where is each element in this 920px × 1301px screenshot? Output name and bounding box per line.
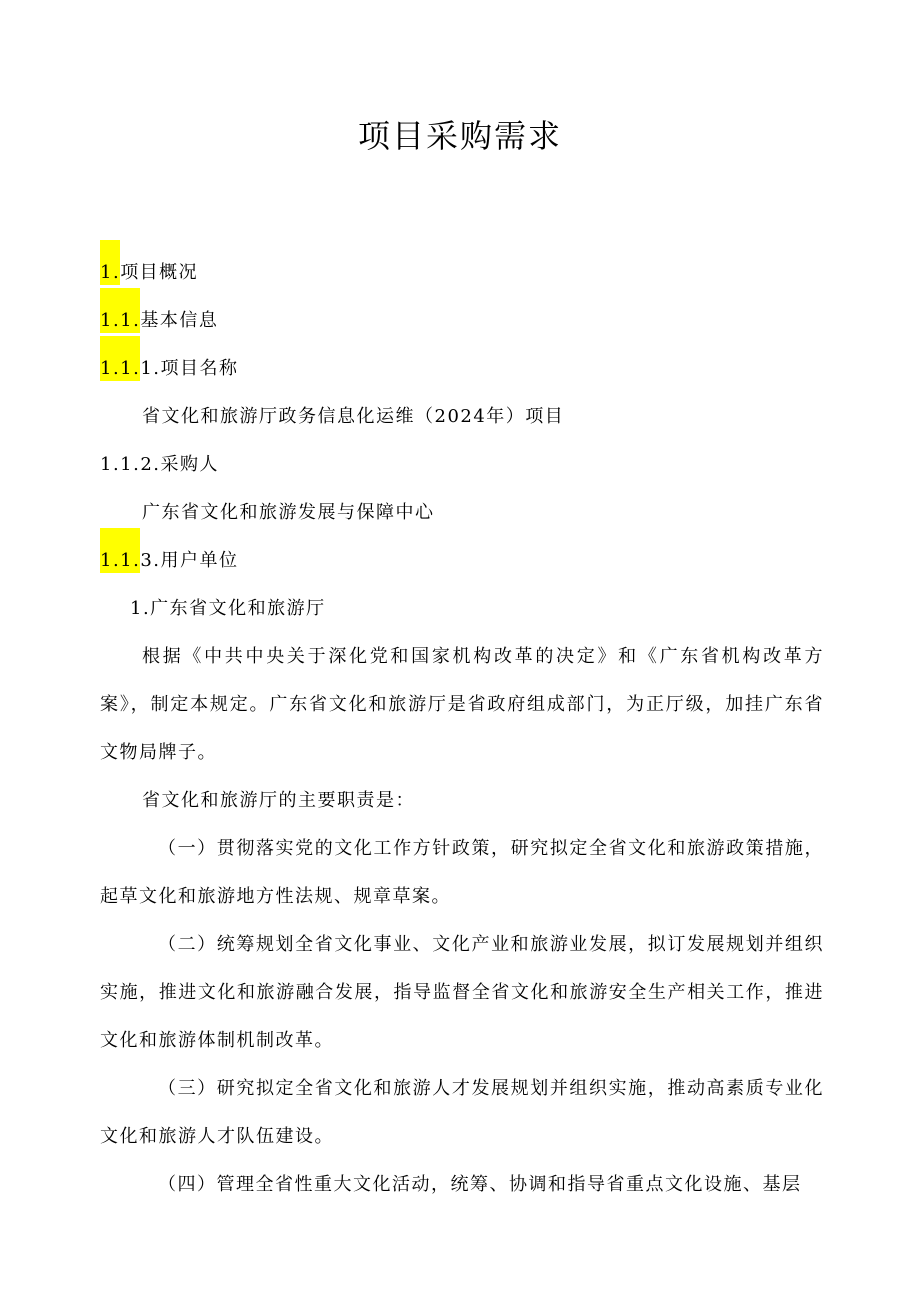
paragraph-duty-3: （三）研究拟定全省文化和旅游人才发展规划并组织实施，推动高素质专业化文化和旅游人才队伍建设。 xyxy=(100,1078,824,1147)
paragraph-intro: 根据《中共中央关于深化党和国家机构改革的决定》和《广东省机构改革方案》，制定本规定。广东省文化和旅游厅是省政府组成部门，为正厅级，加挂广东省文物局牌子。 xyxy=(100,646,824,763)
paragraph-duties-intro: 省文化和旅游厅的主要职责是： xyxy=(142,790,415,811)
document-title: 项目采购需求 xyxy=(357,117,562,155)
heading-1-1-3-number: 1.1. xyxy=(100,528,140,573)
heading-1-1-3-label: 3.用户单位 xyxy=(140,550,239,571)
heading-1-number: 1. xyxy=(100,240,120,285)
paragraph-duty-1: （一）贯彻落实党的文化工作方针政策，研究拟定全省文化和旅游政策措施，起草文化和旅游地方性法规、规章草案。 xyxy=(100,838,824,907)
heading-1-1-number: 1.1. xyxy=(100,288,140,333)
paragraph-duty-2: （二）统筹规划全省文化事业、文化产业和旅游业发展，拟订发展规划并组织实施，推进文化和旅游融合发展，指导监督全省文化和旅游安全生产相关工作，推进文化和旅游体制机制改革。 xyxy=(100,934,824,1051)
project-name-text: 省文化和旅游厅政务信息化运维（2024年）项目 xyxy=(142,406,565,427)
heading-1 xyxy=(100,259,198,287)
user-unit-item: 1.广东省文化和旅游厅 xyxy=(130,598,326,619)
heading-1-label: 项目概况 xyxy=(120,262,199,283)
heading-1-1-1 xyxy=(100,355,239,383)
heading-1-1-3 xyxy=(100,547,239,575)
heading-1-1 xyxy=(100,307,218,335)
paragraph-duty-4: （四）管理全省性重大文化活动，统筹、协调和指导省重点文化设施、基层 xyxy=(158,1174,802,1195)
heading-1-1-label: 基本信息 xyxy=(140,310,219,331)
heading-1-1-2: 1.1.2.采购人 xyxy=(100,454,220,475)
purchaser-text: 广东省文化和旅游发展与保障中心 xyxy=(142,502,435,523)
heading-1-1-1-label: 1.项目名称 xyxy=(140,358,239,379)
heading-1-1-1-number: 1.1. xyxy=(100,336,140,381)
